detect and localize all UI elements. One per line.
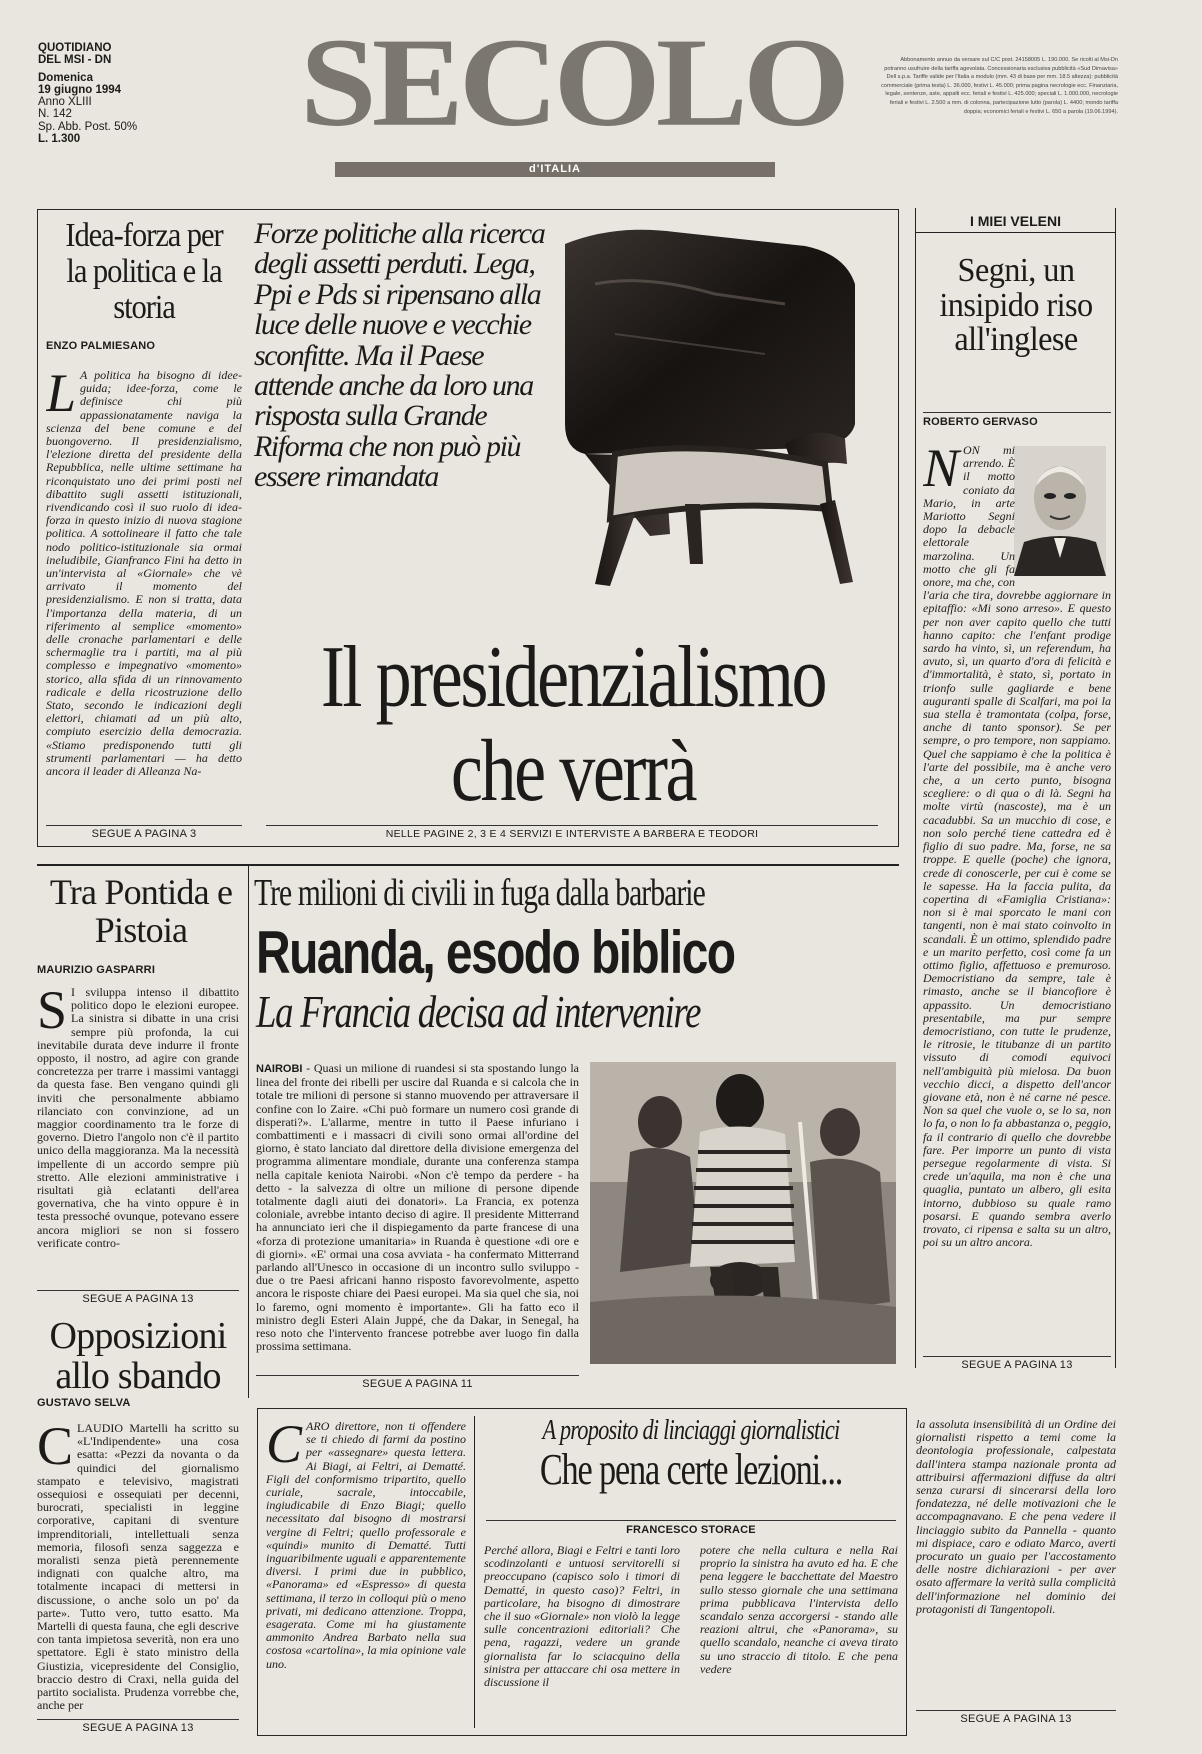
paper-party: DEL MSI - DN (38, 54, 112, 67)
opposizioni-dropcap: C (37, 1422, 74, 1476)
letter-col3: potere che nella cultura e nella Rai proprio la sinistra ha avuto ed ha. E che pena leggere le bacchettate del Maestro sullo stesso giornale che una settimana prima pubblicava l'intervista dello scandalo senza accorgersi - stando alle reazioni altrui, che «Panorama», su quello scandalo, neanche ci aveva tirato su uno straccio di titolo. E che pena vedere (700, 1544, 898, 1676)
letter-dropcap: C (266, 1420, 303, 1474)
veleni-text: ON mi arrendo. È il motto coniato da Mario, in arte Mariotto Segni dopo la debacle elettorale marzolina. Un motto che gli fa onore, ma che, con l'aria che tira, dovrebbe aggiornare in epitaffio: «Mi sono arreso». E questo per non aver capito quello che tutti hanno capito: che l'enfant prodige sardo ha vinto, sì, un referendum, ha avuto, sì, un quarto d'ora di felicità e d'immortalità, è stato, sì, portato in trionfo sulle gagliarde e bene auguranti spalle di Scalfari, ma poi la sua stella è tramontata (colpa, forse, anche di tanto sponsor). Se per sempre, o pro tempore, non sappiamo. Quel che sappiamo è che la politica è l'arte del possibile, ma è anche vero che, a un certo punto, bisogna scegliere: o di qua o di là. Segni ha molte virtù (nascoste), ma è un cacadubbi. Sa un mucchio di cose, e non solo perché tiene cattedra ed è figlio di suo padre. Ma, forse, ne sa troppe. E quelle (poche) che ignora, crede di conoscerle, per cui è come se le sapesse. Ha la faccia pulita, da copertina di «Famiglia Cristiana»: non si è mai sporcato le mani con tangenti, non è mai stato coinvolto in scandali. È un ottimo, splendido padre e un marito perfetto, così come fa un ottimo figlio, affettuoso e premuroso. Democristiano da sempre, tale è rimasto, anche se il biancofiore è appassito. Un democristiano presentabile, ma pur sempre democristiano, con tutte le prudenze, le ritrosie, le titubanze di un partito vissuto di comodi equivoci nell'ambiguità più mielosa. Da buon vecchio dicci, a dispetto dell'ancor giovane età, non è né carne né pesce. Non sa quel che vuole o, se lo sa, non lo fa, o non lo fa abbastanza o, peggio, fa il contrario di quello che dovrebbe fare. Per imporre un punto di vista persegue regolarmente di vista. Si crede un'aquila, ma non è che una quaglia, puntato un albero, gli esita intorno, dubbioso su quale ramo posarsi. E quando sembra averlo trovato, ci ripensa e salta su un altro, poi su un altro ancora. (923, 444, 1111, 1250)
pontida-title: Tra Pontida e Pistoia (49, 872, 233, 950)
editorial-body (46, 369, 242, 820)
ruanda-continued-label: SEGUE A PAGINA 11 (362, 1378, 473, 1390)
veleni-right-border (1115, 208, 1116, 1368)
masthead-subtitle: d'ITALIA (529, 163, 581, 175)
veleni-section-label: I MIEI VELENI (916, 210, 1115, 233)
ruanda-headline: Ruanda, esodo biblico (256, 919, 735, 986)
veleni-title: Segni, un insipido riso all'inglese (939, 252, 1093, 358)
editorial-continued[interactable] (46, 825, 242, 840)
issue-number: N. 142 (38, 108, 72, 121)
pontida-author: MAURIZIO GASPARRI (37, 964, 156, 976)
opposizioni-body (37, 1422, 239, 1712)
lead-headline-line1: Il presidenzialismo (320, 629, 826, 726)
veleni-continued-label: SEGUE A PAGINA 13 (961, 1359, 1073, 1371)
letter-divider (474, 1416, 475, 1728)
masthead-left-info (38, 42, 168, 145)
opposizioni-author: GUSTAVO SELVA (37, 1397, 131, 1409)
pontida-continued-label: SEGUE A PAGINA 13 (82, 1293, 194, 1305)
letter-continued[interactable] (916, 1710, 1116, 1725)
veleni-left-border (915, 208, 916, 1368)
letter-body (266, 1420, 466, 1726)
lead-footer-label: NELLE PAGINE 2, 3 E 4 SERVIZI E INTERVISTE A BARBERA E TEODORI (385, 828, 759, 840)
pontida-top-rule (37, 864, 899, 866)
editorial-dropcap: L (46, 369, 77, 423)
editorial-continued-label: SEGUE A PAGINA 3 (91, 828, 197, 840)
issue-date: 19 giugno 1994 (38, 83, 122, 96)
opposizioni-title: Opposizioni allo sbando (49, 1315, 227, 1397)
masthead-subtitle-bar (335, 162, 775, 177)
letter-headline: Che pena certe lezioni... (539, 1445, 843, 1494)
letter-col4: la assoluta insensibilità di un Ordine dei giornalisti rispetto a temi come la deontologia professionale, calpestata dall'intera stampa nazionale pronta ad attribuirsi affermazioni diffuse da altri senza curarsi di sincerarsi della loro fondatezza, né delle motivazioni che le accompagnavano. E che pena vedere il linciaggio subito da Pannella - quanto mi dispiace, caro e odiato Marco, averti procurato un guaio per l'accostamento delle nostre dichiarazioni - per aver osato affermare la verità sulla complicità dell'informazione nel dominio dei protagonisti di Tangentopoli. (916, 1418, 1116, 1616)
ruanda-body (256, 1062, 579, 1380)
pontida-dropcap: S (37, 986, 68, 1040)
letter-kicker: A proposito di linciaggi giornalistici (542, 1415, 840, 1446)
editorial-author: ENZO PALMIESANO (46, 340, 156, 352)
ruanda-overline: Tre milioni di civili in fuga dalla barbarie (254, 872, 705, 914)
letter-text: ARO direttore, non ti offendere se ti chiedo di farmi da postino per «assegnare» questa lettera. Ai Biagi, ai Feltri, ai Dematté. Figli del conformismo tripartito, quello curiale, sacrale, intoccabile, ingiudicabile di Enzo Biagi; quello necessitato dal bisogno di mostrarsi vergine di Feltri; quello professorale e «quindi» munito di Dematté. Tutti inguaribilmente uguali e apparentemente diversi. I primi due in pubblico, «Panorama» ed «Espresso» di questa settimana, il terzo in colloqui più o meno privati, mi dedicano attenzione. Troppa, esagerata. Come mi ha giustamente ammonito Andrea Barbato nella sua costosa «cartolina», la mia opinione vale uno. (266, 1420, 466, 1671)
lead-headline-line2: che verrà (450, 723, 696, 820)
veleni-author: ROBERTO GERVASO (923, 412, 1111, 428)
lead-footer[interactable] (266, 825, 878, 840)
editorial-text: A politica ha bisogno di idee-guida; idee-forza, come le definisce chi più appassionatamente naviga la scienza del bene comune e del buongoverno. Il presidenzialismo, l'elezione diretta del presidente della Repubblica, nelle ultime settimane ha riconquistato uno dei primi posti nel dibattito sugli assetti istituzionali, rivendicando così il suo ruolo di idea-forza in questo inizio di nuova stagione politica. A sottolineare il fatto che tale nodo politico-istituzionale sia ormai ineludibile, Gianfranco Fini ha detto in un'intervista al «Giornale» che vè arrivato il momento del presidenzialismo. E non si tratta, data l'importanza della materia, di un riferimento al semplice «momento» delle cronache parlamentari e delle schermaglie tra i partiti, ma al più complesso e impegnativo «momento» storico, alla sfida di un rinnovamento radicale e della ricostruzione dello Stato, secondo le indicazioni degli elettori, chiamati ad un più alto, compiuto esercizio della democrazia. «Stiamo predisponendo tutti gli strumenti parlamentari — ha detto ancora il leader di Alleanza Na- (46, 369, 242, 779)
letter-col2: Perché allora, Biagi e Feltri e tanti loro scodinzolanti e untuosi servitorelli si preoccupano (capisco solo i timori di Dematté, in questo caso)? Feltri, in particolare, ha bisogno di dimostrare che il suo «Giornale» non violò la legge sulle concentrazioni editoriali? Che pena, ragazzi, vedere un grande giornalista far lo sciacquino della sinistra per attaccare chi osa mettere in discussione il (484, 1544, 680, 1690)
ruanda-left-rule (248, 866, 249, 1398)
letter-author: FRANCESCO STORACE (486, 1520, 896, 1536)
postal-info: Sp. Abb. Post. 50% (38, 120, 138, 133)
chair-photo (555, 224, 875, 594)
issue-price: L. 1.300 (38, 133, 81, 146)
masthead-title: SECOLO (300, 11, 846, 153)
lead-deck: Forze politiche alla ricerca degli assetti perduti. Lega, Ppi e Pds si ripensano alla luce delle nuove e vecchie sconfitte. Ma il Paese attende anche da loro una risposta sulla Grande Riforma che non può più essere rimandata (254, 217, 545, 494)
ruanda-continued[interactable] (256, 1375, 579, 1390)
editorial-title: Idea-forza per la politica e la storia (65, 217, 223, 326)
opposizioni-continued[interactable] (37, 1719, 239, 1734)
opposizioni-continued-label: SEGUE A PAGINA 13 (82, 1722, 194, 1734)
opposizioni-text: LAUDIO Martelli ha scritto su «L'Indipendente» una cosa esatta: «Pezzi da novanta o da quindici del giornalismo stampato e televisivo, magistrati ossequiosi e ossequiati per decenni, burocrati, specialisti in leggine corporative, capitani di sventure imprenditoriali, intellettuali senza memoria, filosofi senza saggezza e moralisti senza pietà perennemente indignati con qualche altro, ma totalmente incapaci di mettersi in discussione, o anche solo un po' da parte». Tutto vero, tutto esatto. Ma Martelli di questa fauna, che egli descrive con tanta impietosa severità, non era uno spettatore. Egli è stato ministro della Giustizia, vicepresidente del Consiglio, braccio destro di Craxi, nella guida del partito socialista. Prudenza vorrebbe che, anche per (37, 1422, 239, 1712)
pontida-continued[interactable] (37, 1290, 239, 1305)
veleni-continued[interactable] (923, 1356, 1111, 1371)
paper-type: QUOTIDIANO (38, 42, 112, 54)
ruanda-dateline: NAIROBI (256, 1063, 303, 1075)
issue-year: Anno XLIII (38, 96, 92, 109)
refugees-photo (590, 1062, 896, 1364)
veleni-body (923, 444, 1111, 1354)
pontida-body (37, 986, 239, 1282)
issue-day: Domenica (38, 71, 93, 84)
veleni-portrait-spacer (1015, 444, 1111, 578)
subscription-info: Abbonamento annuo da versare sul C/C post. 24158005 L. 190.000. Se ricolti al Msi-Dn potranno usufruire della tariffa agevolata. Concessionaria esclusiva pubblicità «Sud Dimavisa» Dell s.p.a. Tariffe valide per l'Italia a modulo (mm. 43 di base per mm. 18.5 altezza): pubblicità commerciale (prima testa) L. 36.000, festivi L. 45.000; prima pagina necrologie ecc. Finanziaria, legale, sentenze, aste, appalti ecc. feriali e festivi L. 425.000; speciali L. 1.000.000, necrologie feriali e festivi L. 2.500 a mm. di colonna, partecipazione lutto (parola) L. 4400; mondo tariffa doppia; economici feriali e festivi L. 650 a parola (19.06.1994). (881, 57, 1118, 115)
pontida-text: I sviluppa intenso il dibattito politico dopo le elezioni europee. La sinistra si dibatte in una crisi sempre più profonda, la cui inevitabile durata deve indurre il fronte opposto, il nostro, ad agire con grande concretezza per trarre i massimi vantaggi da questa fase. Ben vengano quindi gli inviti che personalmente abbiamo rilanciato con convinzione, ad un maggior coordinamento tra le forze di governo. Dietro l'angolo non c'è il partito unico della maggioranza. Ma la necessità impellente di un accordo sempre più stretto. Alle elezioni amministrative i risultati già eclatanti dell'area governativa, che ha vinto oppure è in testa pressoché ovunque, potevano essere ancora migliori se non si fossero verificate contro- (37, 986, 239, 1250)
letter-continued-label: SEGUE A PAGINA 13 (960, 1713, 1072, 1725)
ruanda-text: - Quasi un milione di ruandesi si sta spostando lungo la linea del fronte dei ribelli per uscire dal Ruanda e si calcola che in totale tre milioni di persone si stanno muovendo per attraversare il confine con lo Zaire. «Chi può formare un numero così grande di disperati?». L'allarme, mentre in tutto il Paese infuriano i combattimenti e i massacri di civili sono ormai all'ordine del giorno, è stato lanciato dal direttore della divisione emergenza del programma alimentare mondiale, durante una conferenza stampa nella capitale keniota Nairobi. «Non c'è tempo da perdere - ha detto - la salvezza di oltre un milione di persone dipende totalmente dagli aiuti dei donatori». La Francia, ex potenza coloniale, avrebbe intanto deciso di agire. Il presidente Mitterrand ha annunciato ieri che il dispiegamento da parte francese di una «forza di protezione umanitaria» in Ruanda è questione «di ore e di giorni». «E' ormai una cosa avviata - ha confermato Mitterrand parlando all'Unesco in occasione di un incontro sullo sviluppo - due o tre Paesi africani hanno risposto favorevolmente, aspetto ancora le risposte chiare dei Paesi europei. Ma sia quel che sia, noi lo faremo, ogni momento è importante». Gli ha fatto eco il ministro degli Esteri Alain Juppé, che da Dakar, in Senegal, ha reso noto che l'intervento francese potrebbe aver luogo fin dalla prossima settimana. (256, 1062, 579, 1354)
ruanda-subhead: La Francia decisa ad intervenire (256, 986, 701, 1037)
veleni-dropcap: N (923, 444, 960, 498)
